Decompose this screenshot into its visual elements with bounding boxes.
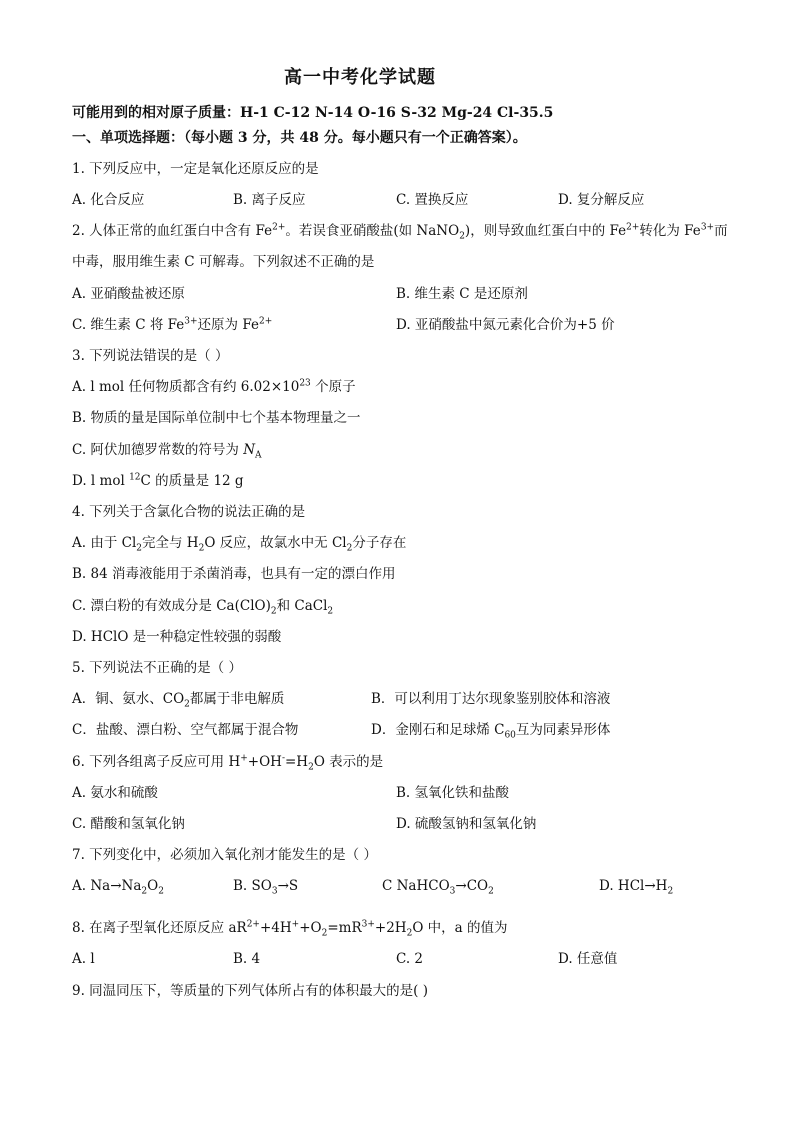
superscript: 12 [129, 472, 141, 483]
text-run: O 表示的是 [313, 754, 384, 770]
subscript: 2 [158, 886, 164, 897]
question-7-option-a [72, 877, 164, 895]
text-run: A. l mol 任何物质都含有约 6.02×10 [72, 379, 300, 395]
question-3-stem: 3. 下列说法错误的是（ ） [72, 348, 229, 364]
text-run: C 的质量是 12 g [140, 473, 244, 489]
text-run: 都属于非电解质 [189, 691, 285, 707]
question-6-option-b: B. 氢氧化铁和盐酸 [396, 785, 510, 801]
question-7-stem: 7. 下列变化中，必须加入氧化剂才能发生的是（ ） [72, 847, 377, 863]
question-1-option-a: A. 化合反应 [72, 192, 145, 208]
text-run: 8. 在离子型氧化还原反应 aR [72, 920, 247, 936]
subscript: 2 [327, 606, 334, 617]
text-run: →S [277, 878, 299, 894]
superscript: 23 [299, 378, 311, 389]
text-run: )，则导致血红蛋白中的 Fe [464, 223, 627, 239]
question-9-stem: 9. 同温同压下，等质量的下列气体所占有的体积最大的是( ) [72, 983, 428, 999]
question-3-option-b: B. 物质的量是国际单位制中七个基本物理量之一 [72, 410, 361, 426]
text-run: 互为同素异形体 [515, 722, 611, 738]
question-6-option-d: D. 硫酸氢钠和氢氧化钠 [396, 816, 537, 832]
question-1-option-c: C. 置换反应 [396, 192, 469, 208]
superscript: 2+ [258, 316, 273, 327]
superscript: 2+ [626, 222, 640, 233]
question-4-option-c [72, 597, 333, 615]
question-5-option-d [371, 721, 610, 739]
question-5-stem: 5. 下列说法不正确的是（ ） [72, 660, 242, 676]
text-run: +2H [374, 920, 407, 936]
question-4-option-b: B. 84 消毒液能用于杀菌消毒，也具有一定的漂白作用 [72, 566, 396, 582]
text-run: D. l mol [72, 473, 130, 489]
atomic-mass-line: 可能用到的相对原子质量：H-1 C-12 N-14 O-16 S-32 Mg-24 Cl-35.5 [72, 105, 554, 121]
subscript: 2 [136, 543, 143, 554]
question-8-option-a: A. l [72, 951, 95, 967]
question-2-stem-line2: 中毒，服用维生素 C 可解毒。下列叙述不正确的是 [72, 254, 375, 270]
text-run: C. 阿伏加德罗常数的符号为 [72, 442, 244, 458]
subscript: 2 [488, 886, 494, 897]
text-run: C NaHCO [382, 878, 450, 894]
question-2-stem [72, 222, 728, 240]
question-5-option-a [72, 690, 284, 708]
subscript: 2 [321, 928, 328, 939]
question-5-option-b: B．可以利用丁达尔现象鉴别胶体和溶液 [371, 691, 611, 707]
subscript: 2 [308, 762, 314, 773]
text-run: 个原子 [310, 379, 356, 395]
subscript: 2 [406, 928, 413, 939]
text-run: 而 [714, 223, 728, 239]
question-6-option-c: C. 醋酸和氢氧化钠 [72, 816, 185, 832]
text-run: D. HCl→H [599, 878, 668, 894]
question-8-option-c: C. 2 [396, 951, 424, 967]
question-3-option-d [72, 472, 244, 490]
text-run: 和 CaCl [276, 598, 328, 614]
question-7-option-c [382, 877, 494, 895]
question-2-option-d: D. 亚硝酸盐中氮元素化合价为+5 价 [396, 317, 615, 333]
text-run: B. SO [233, 878, 272, 894]
text-run: O 反应，故氯水中无 Cl [204, 535, 347, 551]
question-8-stem [72, 919, 508, 937]
question-5-option-c: C．盐酸、漂白粉、空气都属于混合物 [72, 722, 299, 738]
subscript: 2 [198, 543, 205, 554]
text-run: C. 维生素 C 将 Fe [72, 317, 185, 333]
text-run: C. 漂白粉的有效成分是 Ca(ClO) [72, 598, 271, 614]
question-2-option-c [72, 316, 272, 334]
superscript: + [240, 753, 248, 764]
text-run: +OH [247, 754, 282, 770]
superscript: 3+ [184, 316, 198, 327]
subscript: 2 [270, 606, 277, 617]
text-run: +O [299, 920, 322, 936]
superscript: 2+ [246, 919, 260, 930]
subscript: 3 [449, 886, 456, 897]
question-3-option-a [72, 378, 356, 396]
question-4-option-a [72, 534, 406, 552]
question-8-option-d: D. 任意值 [558, 951, 618, 967]
text-run: =H [285, 754, 309, 770]
text-run: 2. 人体正常的血红蛋白中含有 Fe [72, 223, 273, 239]
text-run: 分子存在 [352, 535, 407, 551]
text-run: →CO [455, 878, 489, 894]
question-3-option-c [72, 441, 262, 459]
subscript: 2 [184, 699, 190, 710]
subscript: 3 [271, 886, 278, 897]
question-2-option-a: A. 亚硝酸盐被还原 [72, 286, 185, 302]
subscript: 60 [504, 730, 516, 741]
text-run: 。若误食亚硝酸盐(如 NaNO [285, 223, 460, 239]
question-4-stem: 4. 下列关于含氯化合物的说法正确的是 [72, 504, 306, 520]
question-1-stem: 1. 下列反应中，一定是氧化还原反应的是 [72, 161, 319, 177]
subscript: 2 [459, 231, 465, 242]
text-run: O [147, 878, 159, 894]
section-header: 一、单项选择题：（每小题 3 分，共 48 分。每小题只有一个正确答案）。 [72, 130, 527, 146]
superscript: 3+ [361, 919, 375, 930]
text-run: +4H [259, 920, 292, 936]
superscript: - [281, 753, 285, 764]
question-2-option-b: B. 维生素 C 是还原剂 [396, 286, 528, 302]
text-run: 转化为 Fe [639, 223, 701, 239]
question-7-option-b [233, 877, 298, 895]
text-run: 6. 下列各组离子反应可用 H [72, 754, 241, 770]
text-run: 还原为 Fe [197, 317, 259, 333]
avogadro-symbol: N [243, 442, 256, 458]
text-run: A. Na→Na [72, 878, 142, 894]
question-8-option-b: B. 4 [233, 951, 261, 967]
text-run: D．金刚石和足球烯 C [371, 722, 505, 738]
subscript: 2 [346, 543, 353, 554]
text-run: =mR [327, 920, 362, 936]
page-title: 高一中考化学试题 [284, 67, 436, 88]
question-1-option-b: B. 离子反应 [233, 192, 306, 208]
question-1-option-d: D. 复分解反应 [558, 192, 645, 208]
subscript: 2 [141, 886, 148, 897]
text-run: A．铜、氨水、CO [72, 691, 185, 707]
text-run: O 中，a 的值为 [412, 920, 508, 936]
subscript: A [255, 450, 262, 461]
superscript: 2+ [272, 222, 286, 233]
question-7-option-d [599, 877, 673, 895]
text-run: A. 由于 Cl [72, 535, 137, 551]
superscript: + [291, 919, 300, 930]
superscript: 3+ [700, 222, 715, 233]
question-4-option-d: D. HClO 是一种稳定性较强的弱酸 [72, 629, 282, 645]
text-run: 完全与 H [142, 535, 199, 551]
subscript: 2 [667, 886, 674, 897]
question-6-option-a: A. 氨水和硫酸 [72, 785, 158, 801]
question-6-stem [72, 753, 383, 771]
